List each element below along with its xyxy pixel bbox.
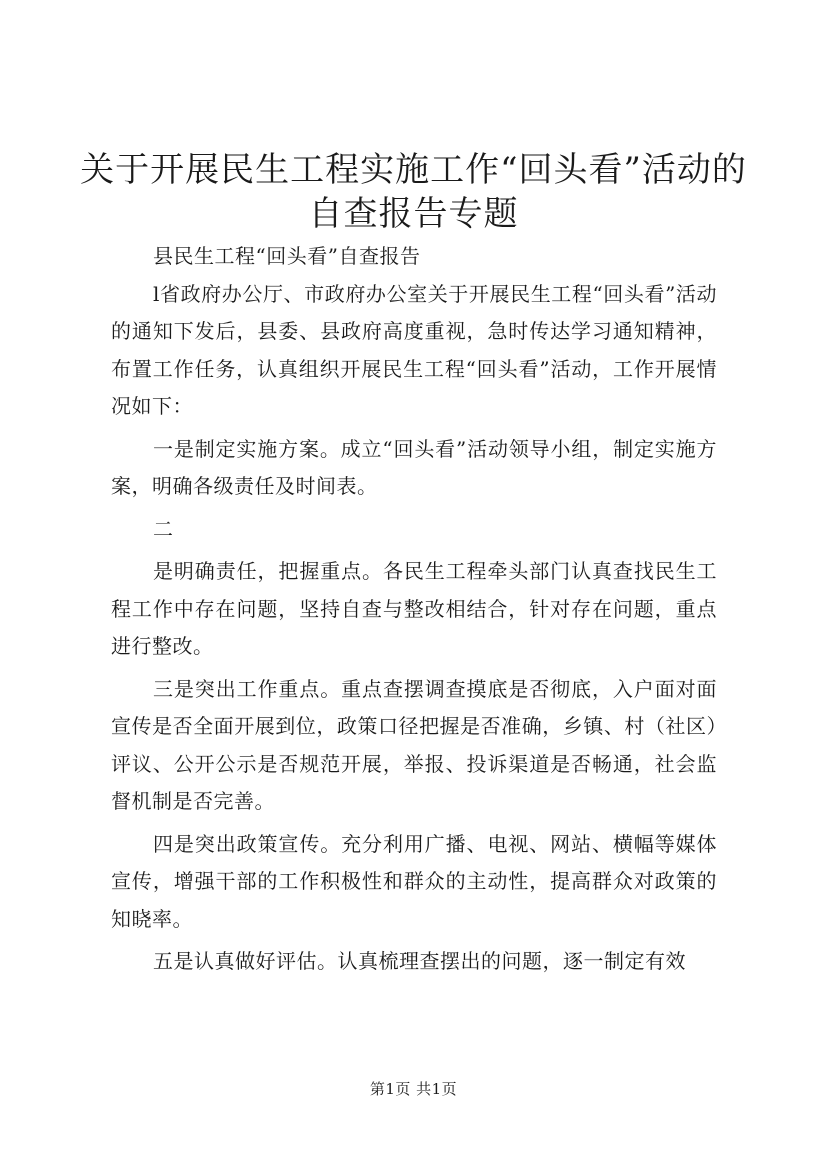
- point-four-paragraph: 四是突出政策宣传。充分利用广播、电视、网站、横幅等媒体宣传，增强干部的工作积极性和群众的主动性，提高群众对政策的知晓率。: [111, 831, 717, 931]
- intro-paragraph: l省政府办公厅、市政府办公室关于开展民生工程“回头看”活动的通知下发后，县委、县政府高度重视，急时传达学习通知精神，布置工作任务，认真组织开展民生工程“回头看”活动，工作开展情况如下：: [111, 281, 717, 418]
- document-title-line-2: 自查报告专题: [308, 194, 519, 234]
- point-two-paragraph: 是明确责任，把握重点。各民生工程牵头部门认真查找民生工程工作中存在问题，坚持自查与整改相结合，针对存在问题，重点进行整改。: [111, 559, 717, 658]
- document-title-line-1: 关于开展民生工程实施工作“回头看”活动的: [80, 150, 747, 190]
- point-two-marker: 二: [153, 516, 174, 541]
- subtitle-paragraph: 县民生工程“回头看”自查报告: [153, 244, 421, 268]
- page-footer: 第1页 共1页: [369, 1080, 458, 1098]
- document-body: [111, 238, 717, 981]
- point-three-paragraph: 三是突出工作重点。重点查摆调查摸底是否彻底，入户面对面宣传是否全面开展到位，政策口径把握是否准确，乡镇、村（社区）评议、公开公示是否规范开展，举报、投诉渠道是否畅通，社会监督机制是否完善。: [111, 676, 717, 813]
- point-five-paragraph: 五是认真做好评估。认真梳理查摆出的问题，逐一制定有效: [153, 949, 686, 973]
- point-one-paragraph: 一是制定实施方案。成立“回头看”活动领导小组，制定实施方案，明确各级责任及时间表。: [111, 436, 717, 498]
